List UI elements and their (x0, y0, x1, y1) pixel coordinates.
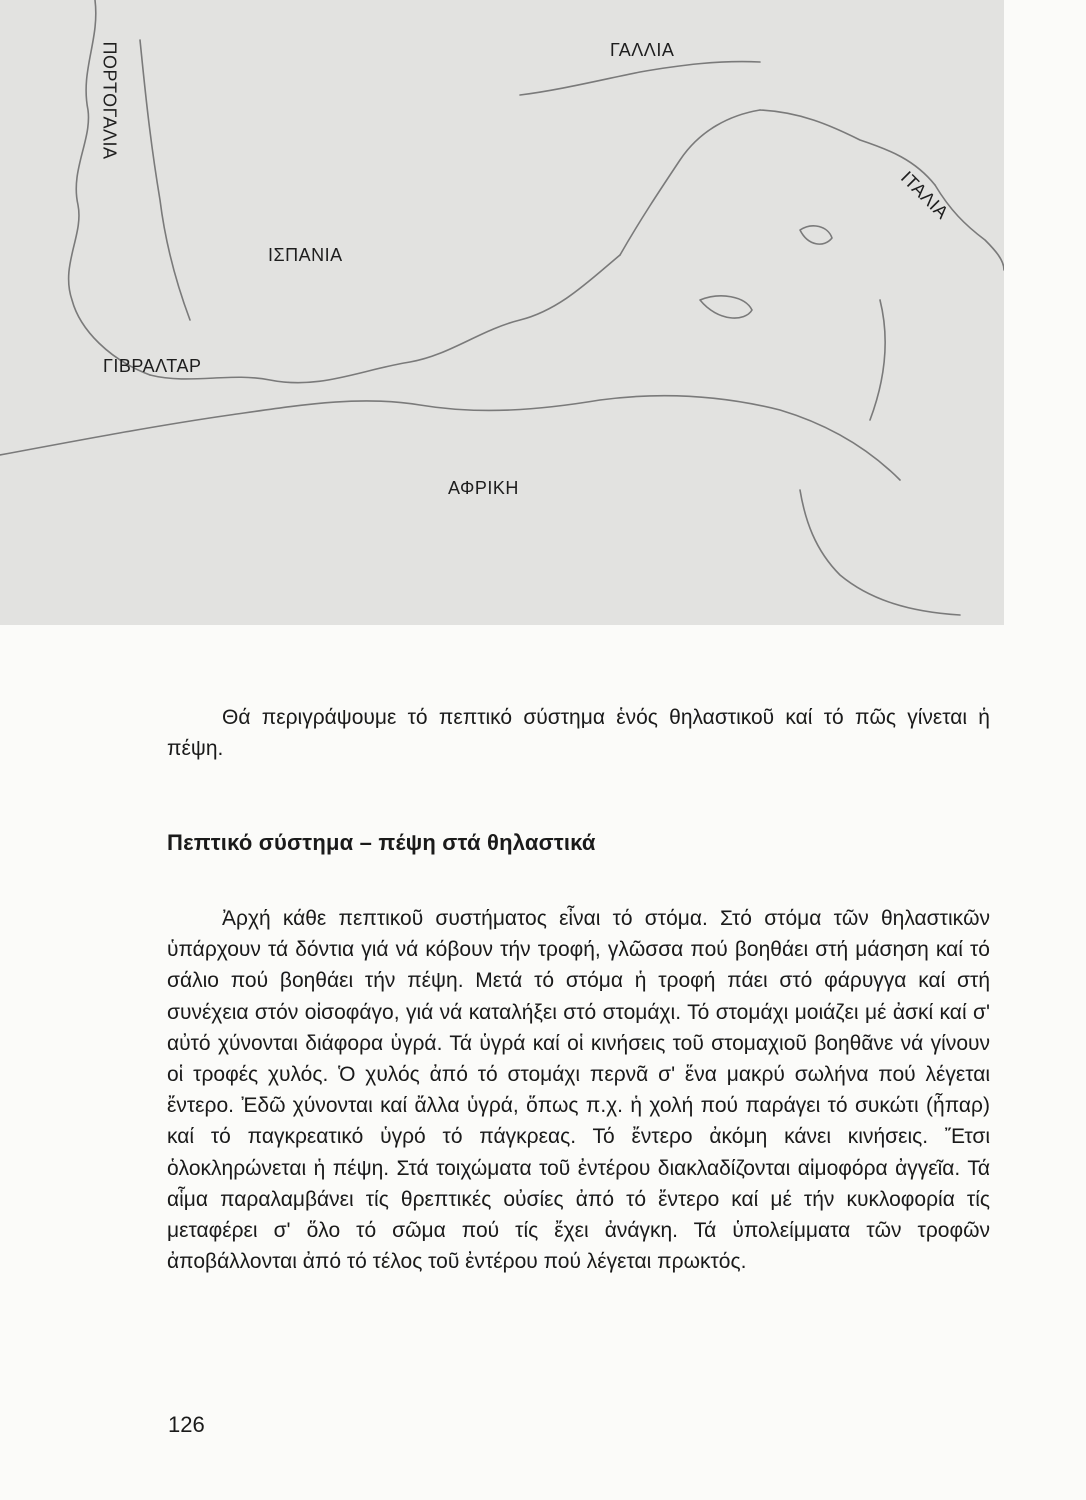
map-label-gibraltar: ΓΙΒΡΑΛΤΑΡ (103, 356, 202, 376)
map-label-spain: ΙΣΠΑΝΙΑ (268, 245, 343, 265)
page-number: 126 (168, 1412, 205, 1437)
body-paragraph: Ἀρχή κάθε πεπτικοῦ συστήματος εἶναι τό στόμα. Στό στόμα τῶν θηλαστικῶν ὑπάρχουν τά δόντια γιά νά κόβουν τήν τροφή, γλῶσσα πού βοηθάει στή μάσηση καί τό σάλιο πού βοηθάει τήν πέψη. Μετά τό στόμα ἡ τροφή πάει στό φάρυγγα καί στή συνέχεια στόν οἰσοφάγο, γιά νά καταλήξει στό στομάχι. Τό στομάχι μοιάζει μέ ἀσκί καί σ' αὐτό χύνονται διάφορα ὑγρά. Τά ὑγρά καί οἱ κινήσεις τοῦ στομαχιοῦ βοηθᾶνε νά γίνουν οἱ τροφές χυλός. Ὁ χυλός ἀπό τό στομάχι περνᾶ σ' ἕνα μακρύ σωλήνα πού λέγεται ἔντερο. Ἐδῶ χύνονται καί ἄλλα ὑγρά, ὅπως π.χ. ἡ χολή πού παράγει τό συκώτι (ἧπαρ) καί τό παγκρεατικό ὑγρό τό πάγκρεας. Τό ἔντερο ἀκόμη κάνει κινήσεις. Ἔτσι ὁλοκληρώνεται ἡ πέψη. Στά τοιχώματα τοῦ ἐντέρου διακλαδίζονται αἱμοφόρα ἀγγεῖα. Τά αἷμα παραλαμβάνει τίς θρεπτικές οὐσίες ἀπό τό ἔντερο καί μέ τήν κυκλοφορία τίς μεταφέρει σ' ὅλο τό σῶμα πού τίς ἔχει ἀνάγκη. Τά ὑπολείμματα τῶν τροφῶν ἀποβάλλονται ἀπό τό τέλος τοῦ ἐντέρου πού λέγεται πρωκτός. (167, 907, 990, 1274)
map-label-africa: ΑΦΡΙΚΗ (448, 478, 519, 498)
map-outline (0, 0, 1004, 625)
intro-paragraph: Θά περιγράψουμε τό πεπτικό σύστημα ἑνός θηλαστικοῦ καί τό πῶς γίνεται ἡ πέψη. (167, 706, 990, 760)
map-label-italy: ΙΤΑΛΙΑ (896, 167, 953, 223)
map-label-france: ΓΑΛΛΙΑ (610, 40, 675, 60)
map-figure (0, 0, 1004, 625)
map-label-portugal: ΠΟΡΤΟΓΑΛΙΑ (99, 41, 120, 160)
section-heading: Πεπτικό σύστημα – πέψη στά θηλαστικά (167, 830, 596, 855)
